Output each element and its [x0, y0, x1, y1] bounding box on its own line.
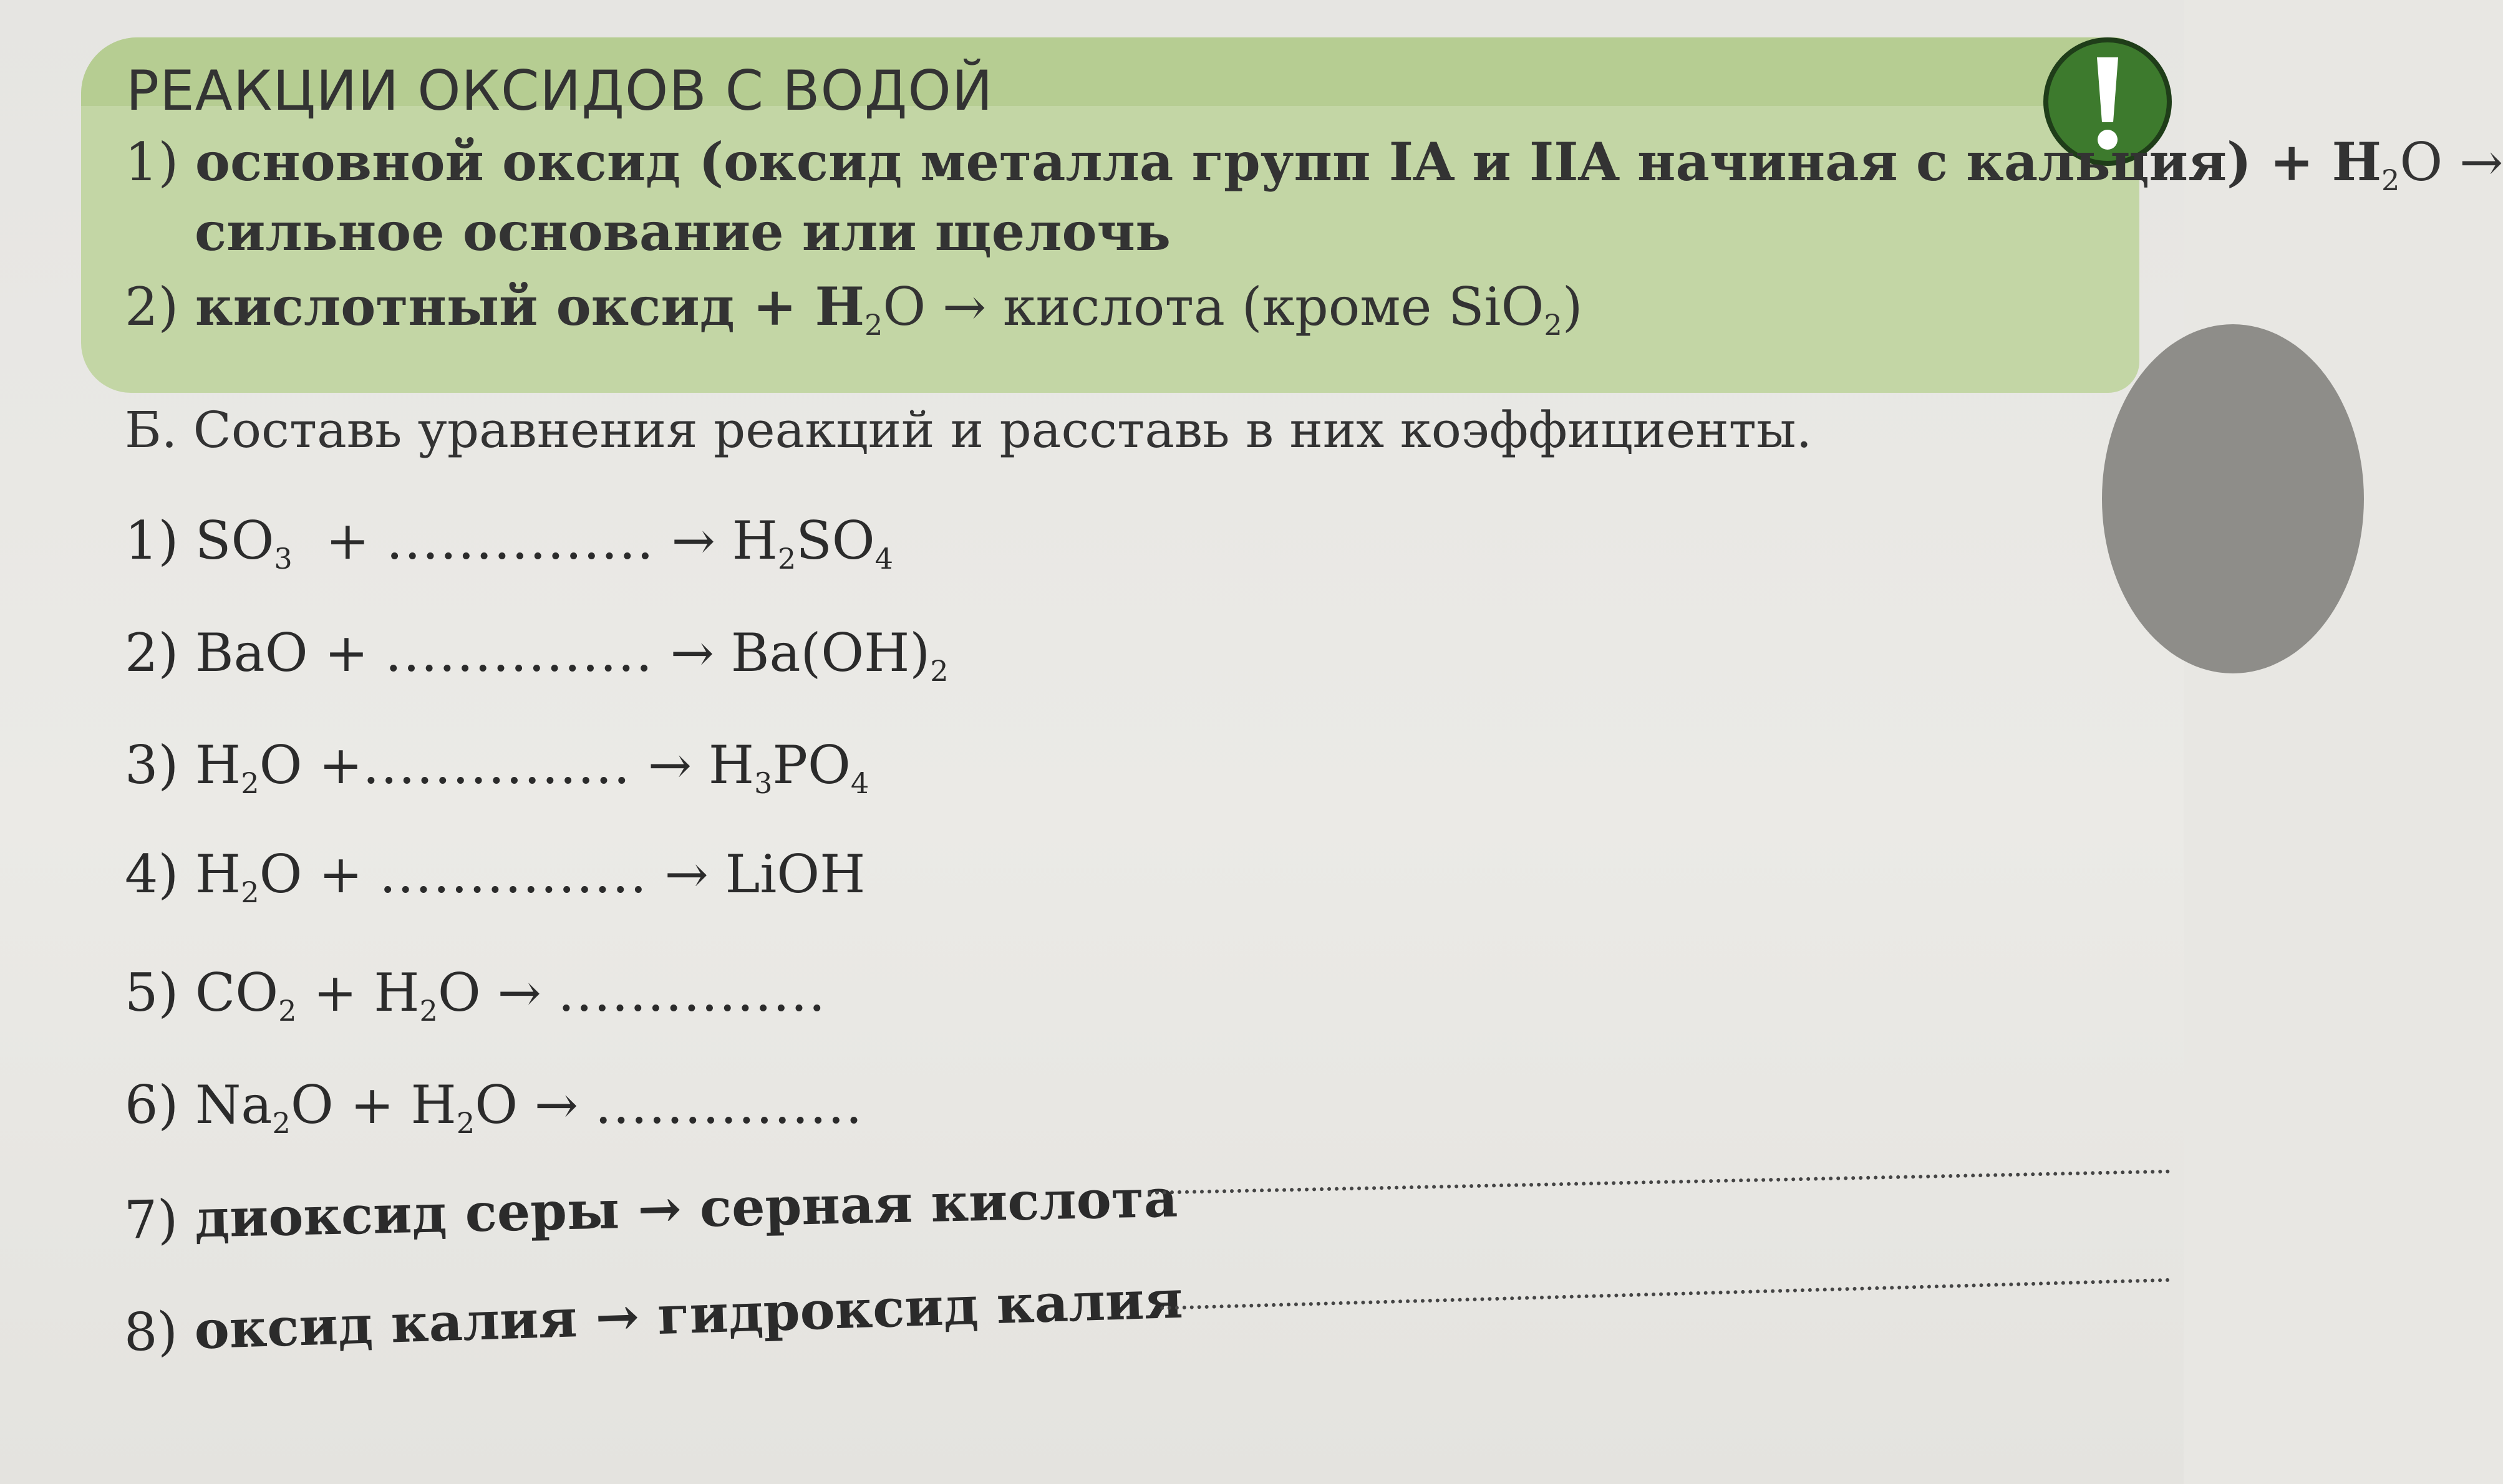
eq4-reactant-sub: 2: [241, 875, 259, 910]
rule-line-1-continuation: сильное основание или щелочь: [195, 201, 1171, 263]
eq3-number: 3): [125, 735, 179, 796]
eq3-product-po-sub: 4: [850, 766, 869, 801]
rule-line-2-sub-a: 2: [864, 308, 883, 342]
eq4-number: 4): [125, 844, 179, 905]
eq5-reactant-h: + H: [313, 962, 420, 1023]
rule-line-1-number: 1): [125, 132, 179, 193]
eq5-number: 5): [125, 962, 179, 1023]
rule-line-2: [125, 276, 1583, 342]
eq2-arrow: →: [670, 622, 715, 683]
eq6-reactant-oh: O + H: [290, 1074, 457, 1135]
eq3-reactant-h: H: [195, 735, 241, 796]
eq1-arrow: →: [671, 510, 715, 571]
eq6-reactant-h-sub: 2: [456, 1106, 475, 1140]
rule-line-2-text: кислотный оксид + H: [195, 276, 864, 337]
eq4-product: LiOH: [725, 844, 866, 905]
eq5-reactant-o: O →: [437, 962, 541, 1023]
equation-2: [125, 622, 949, 688]
eq5-reactant-co-sub: 2: [278, 994, 297, 1028]
eq1-product-h-sub: 2: [777, 542, 796, 576]
eq7-number: 7): [123, 1188, 179, 1251]
eq1-product-h: H: [732, 510, 778, 571]
eq3-product-po: PO: [772, 735, 851, 796]
task-title: Б. Составь уравнения реакций и расставь в них коэффициенты.: [125, 401, 1812, 459]
eq5-reactant-co: CO: [195, 962, 279, 1023]
eq1-product-so-sub: 4: [874, 542, 894, 576]
rule-line-1-text: основной оксид (оксид металла групп IA и IIA начиная с кальция) + H: [195, 131, 2381, 193]
eq3-reactant-sub: 2: [241, 766, 259, 801]
rule-line-2-sub-b: 2: [1544, 308, 1562, 342]
eq6-blank[interactable]: ...............: [594, 1074, 864, 1135]
equation-1: [125, 510, 894, 576]
eq3-arrow: →: [647, 735, 692, 796]
eq1-blank[interactable]: ...............: [386, 510, 655, 571]
eq1-product-so: SO: [796, 510, 875, 571]
page-edge-shadow: [2102, 324, 2364, 673]
eq2-product-sub: 2: [930, 654, 949, 688]
rule-line-1-tail: O →: [2399, 132, 2503, 193]
eq4-reactant-o: O +: [259, 844, 363, 905]
rule-line-1: [125, 131, 2503, 198]
eq8-text: оксид калия → гидроксид калия: [193, 1268, 1184, 1361]
eq3-blank[interactable]: ...............: [362, 735, 632, 796]
eq3-product-h-sub: 3: [754, 766, 773, 801]
eq1-reactant: SO: [195, 510, 274, 571]
equation-5: [125, 962, 827, 1028]
rule-line-2-number: 2): [125, 276, 179, 337]
equation-3: [125, 735, 869, 801]
eq4-reactant-h: H: [195, 844, 241, 905]
eq6-reactant-o: O →: [475, 1074, 579, 1135]
eq3-product-h: H: [708, 735, 755, 796]
eq2-blank[interactable]: ...............: [385, 622, 654, 683]
equation-6: [125, 1074, 864, 1140]
eq5-blank[interactable]: ...............: [558, 962, 827, 1023]
rule-line-1-sub: 2: [2381, 163, 2400, 198]
eq8-number: 8): [123, 1300, 179, 1363]
eq6-reactant-na-sub: 2: [272, 1106, 291, 1140]
eq2-number: 2): [125, 622, 179, 683]
eq6-reactant-na: Na: [195, 1074, 273, 1135]
eq3-reactant-o: O +: [259, 735, 363, 796]
equation-4: [125, 844, 866, 910]
eq6-number: 6): [125, 1074, 179, 1135]
eq1-plus: +: [326, 510, 370, 571]
eq2-product: Ba(OH): [730, 622, 931, 683]
rule-line-2-mid: O → кислота (кроме SiO: [883, 276, 1544, 337]
rule-line-2-end: ): [1562, 276, 1583, 337]
eq1-reactant-sub: 3: [274, 542, 293, 576]
eq5-reactant-h-sub: 2: [419, 994, 438, 1028]
rule-heading: РЕАКЦИИ ОКСИДОВ С ВОДОЙ: [126, 59, 994, 123]
eq7-text: диоксид серы → серная кислота: [193, 1167, 1179, 1250]
eq4-blank[interactable]: ...............: [379, 844, 648, 905]
eq4-arrow: →: [664, 844, 709, 905]
eq2-reactant: BaO +: [195, 622, 369, 683]
eq1-number: 1): [125, 510, 179, 571]
